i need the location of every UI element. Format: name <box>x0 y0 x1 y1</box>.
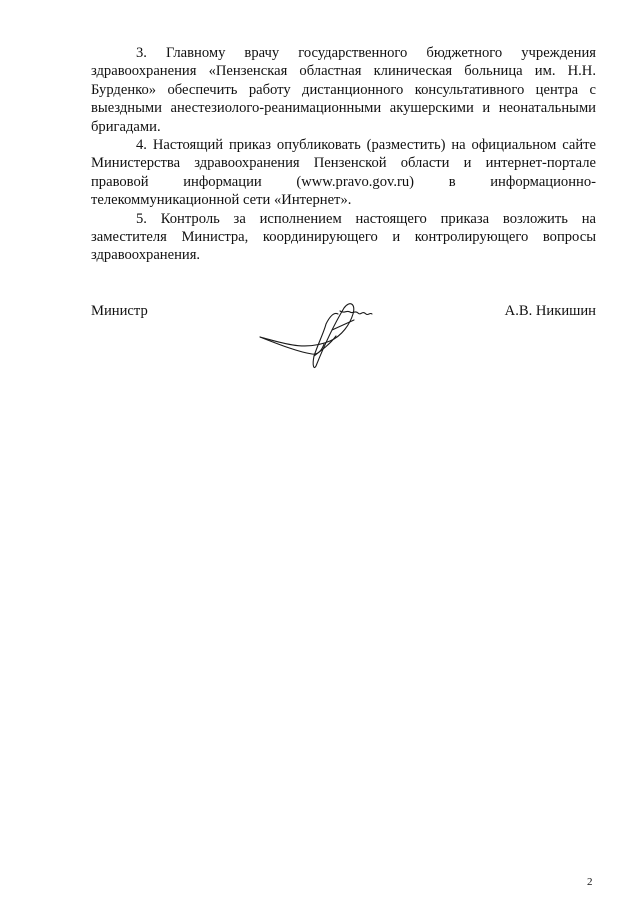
handwritten-signature-icon <box>258 284 378 370</box>
document-body <box>91 44 596 265</box>
paragraph-5: 5. Контроль за исполнением настоящего приказа возложить на заместителя Министра, координирующего и контролирующего вопросы здравоохранения. <box>91 210 596 264</box>
page-number: 2 <box>587 876 593 888</box>
paragraph-3: 3. Главному врачу государственного бюджетного учреждения здравоохранения «Пензенская областная клиническая больница им. Н.Н. Бурденко» обеспечить работу дистанционного консультативного центра с выездными анестезиолого-реанимационными акушерскими и неонатальными бригадами. <box>91 45 596 135</box>
signer-position: Министр <box>91 303 148 319</box>
signer-name: А.В. Никишин <box>504 303 596 319</box>
paragraph-4: 4. Настоящий приказ опубликовать (разместить) на официальном сайте Министерства здравоохранения Пензенской области и интернет-портале правовой информации (www.pravo.gov.ru) в информационно-телекоммуникационной сети «Интернет». <box>91 137 596 209</box>
